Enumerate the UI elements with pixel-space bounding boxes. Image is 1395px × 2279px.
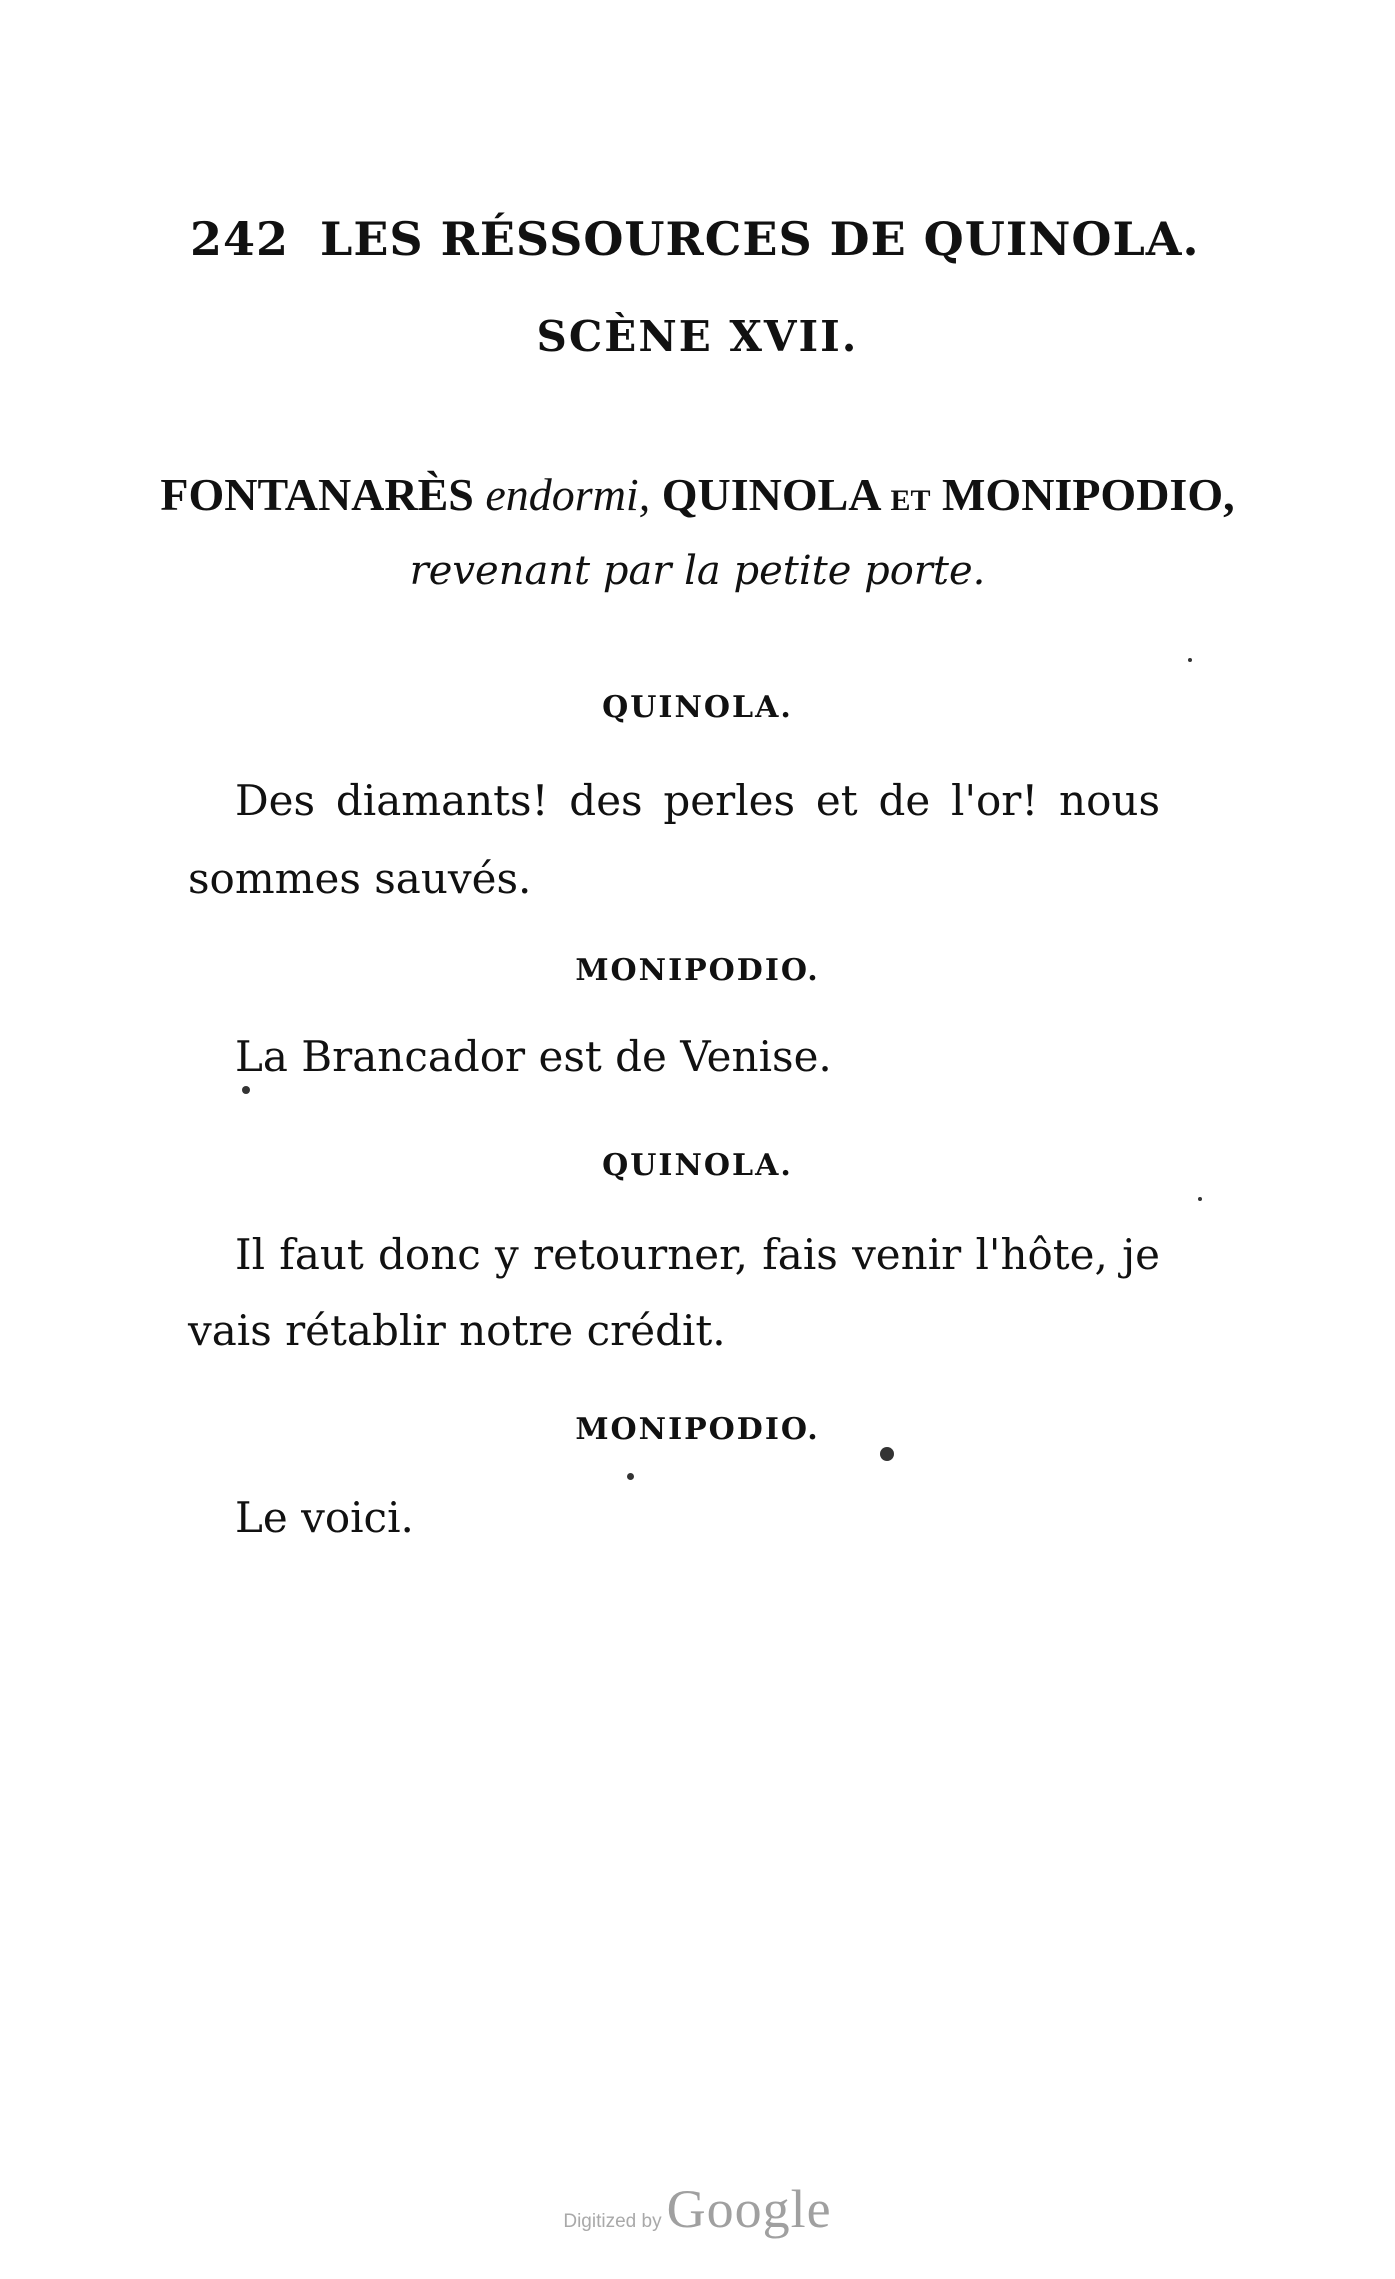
speech-line: Il faut donc y retourner, fais venir l'hôte, je xyxy=(235,1230,1160,1279)
speaker-quinola: QUINOLA. xyxy=(602,1148,793,1183)
character-monipodio: MONIPODIO, xyxy=(942,469,1235,520)
running-title: LES RÉSSOURCES DE QUINOLA. xyxy=(320,212,1200,266)
running-head xyxy=(190,212,1200,266)
speaker-quinola: QUINOLA. xyxy=(602,690,793,725)
scan-speck xyxy=(1188,658,1192,662)
scene-title: SCÈNE XVII. xyxy=(536,312,859,361)
google-logo: Google xyxy=(666,2179,832,2239)
conjunction: ET xyxy=(890,484,931,517)
character-fontanares: FONTANARÈS xyxy=(160,469,474,520)
speech-line: Des diamants! des perles et de l'or! nous xyxy=(235,776,1160,825)
character-state: endormi xyxy=(485,469,639,520)
speech-line: sommes sauvés. xyxy=(188,854,532,903)
scan-speck xyxy=(627,1473,634,1480)
stage-direction-characters xyxy=(0,468,1395,521)
speaker-monipodio: MONIPODIO. xyxy=(575,1412,820,1447)
speech-line: vais rétablir notre crédit. xyxy=(188,1306,726,1355)
character-separator: , xyxy=(638,469,651,520)
character-quinola: QUINOLA xyxy=(661,469,879,520)
speech-line: La Brancador est de Venise. xyxy=(235,1032,832,1081)
digitized-label: Digitized by xyxy=(563,2211,662,2232)
stage-direction-action: revenant par la petite porte. xyxy=(409,548,986,594)
page-number: 242 xyxy=(190,212,290,266)
scan-speck xyxy=(1198,1197,1202,1201)
speech-line: Le voici. xyxy=(235,1493,414,1542)
scan-speck xyxy=(880,1447,894,1461)
digitized-by-google xyxy=(0,2178,1395,2240)
scan-speck xyxy=(242,1086,250,1094)
speaker-monipodio: MONIPODIO. xyxy=(575,953,820,988)
